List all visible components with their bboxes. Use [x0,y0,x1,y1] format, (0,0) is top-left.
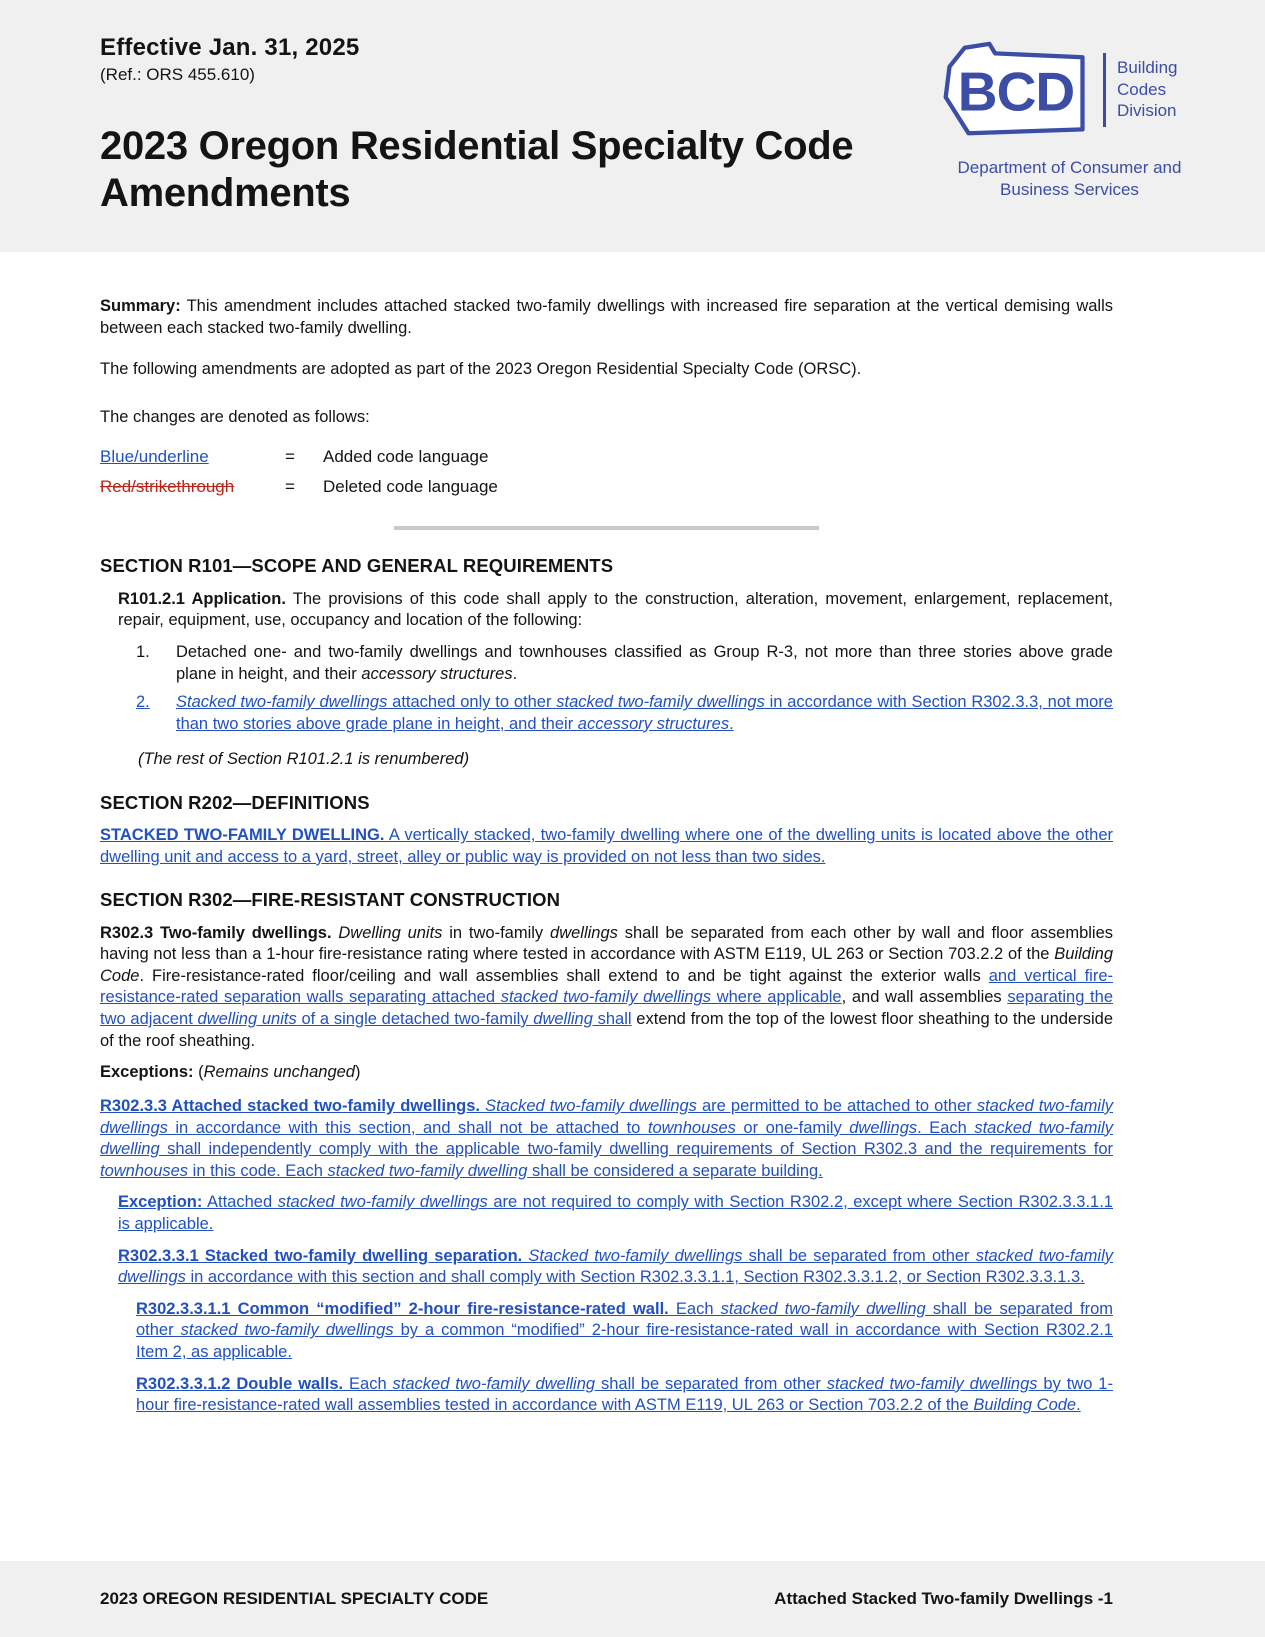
legend-row-added [100,442,1113,472]
text-run: Stacked two-family dwellings [485,1096,697,1115]
item-text [176,692,1113,735]
text-run: R101.2.1 Application. [118,589,286,608]
text-run: by a common “modified” 2-hour fire-resistance-rated wall in accordance with Section R302.2.1 Item 2, as applicable. [136,1321,1113,1361]
text-run: dwelling [533,1010,593,1029]
list-item-1 [136,642,1113,685]
text-run: Summary: [100,297,181,315]
legend [100,442,1113,502]
text-run: by two 1-hour fire-resistance-rated wall assemblies tested in accordance with ASTM E119, UL 263 or Section 703.2.2 of the [136,1374,1113,1415]
paragraph-r302-3-3-1 [118,1246,1113,1289]
text-run: in this code. Each [188,1161,328,1180]
text-run: attached only to other [387,693,557,712]
item-text [176,642,1113,685]
text-run: Stacked two-family dwellings [528,1246,743,1265]
text-run: stacked two-family dwellings [180,1321,394,1340]
text-run: STACKED TWO-FAMILY DWELLING. [100,826,385,845]
text-run: shall [592,1010,632,1029]
text-run: dwellings [849,1118,918,1137]
text-run: stacked two-family dwellings [277,1193,488,1212]
text-run: This amendment includes attached stacked two-family dwellings with increased fire separation at the vertical demising walls between each stacked two-family dwelling. [100,297,1113,337]
text-run: stacked two-family dwellings [826,1374,1038,1393]
reference-note: (Ref.: ORS 455.610) [100,65,255,84]
paragraph-r302-3-3-1-1 [136,1299,1113,1364]
footer-left: 2023 OREGON RESIDENTIAL SPECIALTY CODE [100,1589,489,1608]
text-run: Remains unchanged [203,1063,355,1082]
text-run: R302.3.3.1.2 Double walls. [136,1374,344,1393]
document-title: 2023 Oregon Residential Specialty Code Amendments [100,124,854,215]
summary-paragraph [100,296,1113,339]
text-run: Stacked two-family dwellings [176,693,388,712]
bcd-logo [940,38,1199,252]
text-run: separating the two adjacent [100,988,1113,1029]
text-run: . [512,664,518,683]
section-heading-r302: SECTION R302—FIRE-RESISTANT CONSTRUCTION [100,889,561,911]
paragraph-r302-3-3-1-2 [136,1374,1113,1417]
text-run: . [729,714,734,733]
division-name: Building Codes Division [1117,57,1178,121]
text-run: are not required to comply with Section R302.2, except where Section R302.3.3.1.1 is applicable. [118,1193,1113,1233]
text-run: shall be separated from other [742,1246,976,1265]
paragraph-r302-3 [100,923,1113,1053]
exceptions-note [100,1062,1113,1084]
legend-meaning-deleted: Deleted code language [323,477,498,497]
text-run: dwellings [550,923,618,942]
text-run: R302.3.3.1.1 Common “modified” 2-hour fire-resistance-rated wall. [136,1299,669,1318]
text-run: stacked two-family dwellings [500,988,712,1007]
text-run: R302.3 Two-family dwellings. [100,923,332,942]
text-run: stacked two-family dwelling [327,1161,528,1180]
oregon-outline-icon [940,38,1092,141]
text-run: stacked two-family dwelling [720,1299,926,1318]
text-run: Each [343,1374,393,1393]
legend-meaning-added: Added code language [323,447,489,467]
definition-paragraph [100,825,1113,868]
legend-row-deleted [100,472,1113,502]
text-run: . [1076,1396,1081,1415]
text-run: . Each [917,1118,975,1137]
page-footer [0,1561,1265,1637]
text-run: and vertical fire-resistance-rated separation walls separating attached [100,966,1113,1007]
text-run: in two-family [442,923,551,942]
text-run: The provisions of this code shall apply to the construction, alteration, movement, enlargement, replacement, repair, equipment, use, occupancy and location of the following: [118,589,1113,630]
text-run: shall be separated from other [136,1299,1113,1340]
text-run: accessory structures [577,714,730,733]
text-run: . Fire-resistance-rated floor/ceiling and wall assemblies shall extend to and be tight against the exterior walls [139,966,989,985]
text-run: Attached [202,1193,278,1212]
item-number: 1. [136,642,150,661]
text-run: townhouses [647,1118,736,1137]
text-run: accessory structures [361,664,513,683]
text-run: shall be considered a separate building. [527,1161,823,1180]
paragraph-r302-3-3 [100,1096,1113,1182]
text-run: Exception: [118,1193,203,1212]
paragraph-r101-2-1 [118,589,1113,632]
logo-top-row [940,38,1199,141]
text-run: R302.3.3.1 Stacked two-family dwelling separation. [118,1246,523,1265]
text-run: stacked two-family dwelling [392,1374,596,1393]
legend-sample-added: Blue/underline [100,447,209,467]
logo-divider [1103,53,1106,127]
text-run: Dwelling units [338,923,443,942]
footer-right: Attached Stacked Two-family Dwellings -1 [774,1589,1113,1608]
page-header [0,0,1265,252]
text-run: of a single detached two-family [296,1010,534,1029]
text-run: stacked two-family dwellings [556,693,765,712]
equals-sign: = [285,477,295,497]
text-run: Building Code [973,1396,1077,1415]
document-body [0,252,1265,1561]
text-run: in accordance with this section, and shall not be attached to [167,1118,648,1137]
text-run: or one-family [735,1118,850,1137]
renumber-note: (The rest of Section R101.2.1 is renumbered) [138,750,470,769]
text-run: stacked two-family dwellings [100,1096,1113,1137]
header-left [100,34,940,252]
bcd-acronym: BCD [957,60,1075,123]
section-divider [394,526,819,530]
list-item-2 [136,692,1113,735]
equals-sign: = [285,447,295,467]
adoption-paragraph: The following amendments are adopted as part of the 2023 Oregon Residential Specialty Code (ORSC). [100,360,862,379]
changes-intro: The changes are denoted as follows: [100,407,370,426]
text-run: stacked two-family dwellings [118,1246,1113,1287]
text-run: in accordance with this section and shall comply with Section R302.3.3.1.1, Section R302.3.3.1.2, or Section R302.3.3.1.3. [185,1268,1085,1287]
department-name: Department of Consumer and Business Services [957,158,1182,200]
effective-date: Effective Jan. 31, 2025 [100,34,360,61]
item-number: 2. [136,693,150,712]
text-run: Each [668,1299,721,1318]
section-heading-r101: SECTION R101—SCOPE AND GENERAL REQUIREMENTS [100,555,614,577]
text-run: shall independently comply with the applicable two-family dwelling requirements of Section R302.3 and the requirements for [159,1140,1113,1159]
text-run: Exceptions: [100,1063,194,1082]
text-run: dwelling units [197,1010,297,1029]
text-run: ( [193,1063,204,1082]
text-run: Detached one- and two-family dwellings and townhouses classified as Group R-3, not more than three stories above grade plane in height, and their [176,642,1113,683]
text-run: in accordance with Section R302.3.3, not more than two stories above grade plane in height, and their [176,693,1113,733]
text-run: townhouses [100,1161,189,1180]
text-run: Building Code [100,945,1113,985]
text-run: R302.3.3 Attached stacked two-family dwellings. [100,1096,480,1115]
text-run: shall be separated from other [595,1374,827,1393]
legend-sample-deleted: Red/strikethrough [100,477,235,497]
text-run: where applicable [711,988,842,1007]
text-run: shall be separated from each other by wall and floor assemblies having not less than a 1-hour fire-resistance rating where tested in accordance with ASTM E119, UL 263 or Section 703.2.2 of the [100,923,1114,964]
text-run: extend from the top of the lowest floor sheathing to the underside of the roof sheathing. [100,1010,1113,1050]
section-heading-r202: SECTION R202—DEFINITIONS [100,791,370,813]
text-run: , and wall assemblies [841,988,1008,1007]
text-run: A vertically stacked, two-family dwelling where one of the dwelling units is located above the other dwelling unit and access to a yard, street, alley or public way is provided on not less than two sides. [100,826,1113,866]
exception-paragraph [118,1192,1113,1235]
text-run: stacked two-family dwelling [100,1118,1113,1159]
text-run: ) [354,1063,361,1082]
text-run: are permitted to be attached to other [696,1096,977,1115]
